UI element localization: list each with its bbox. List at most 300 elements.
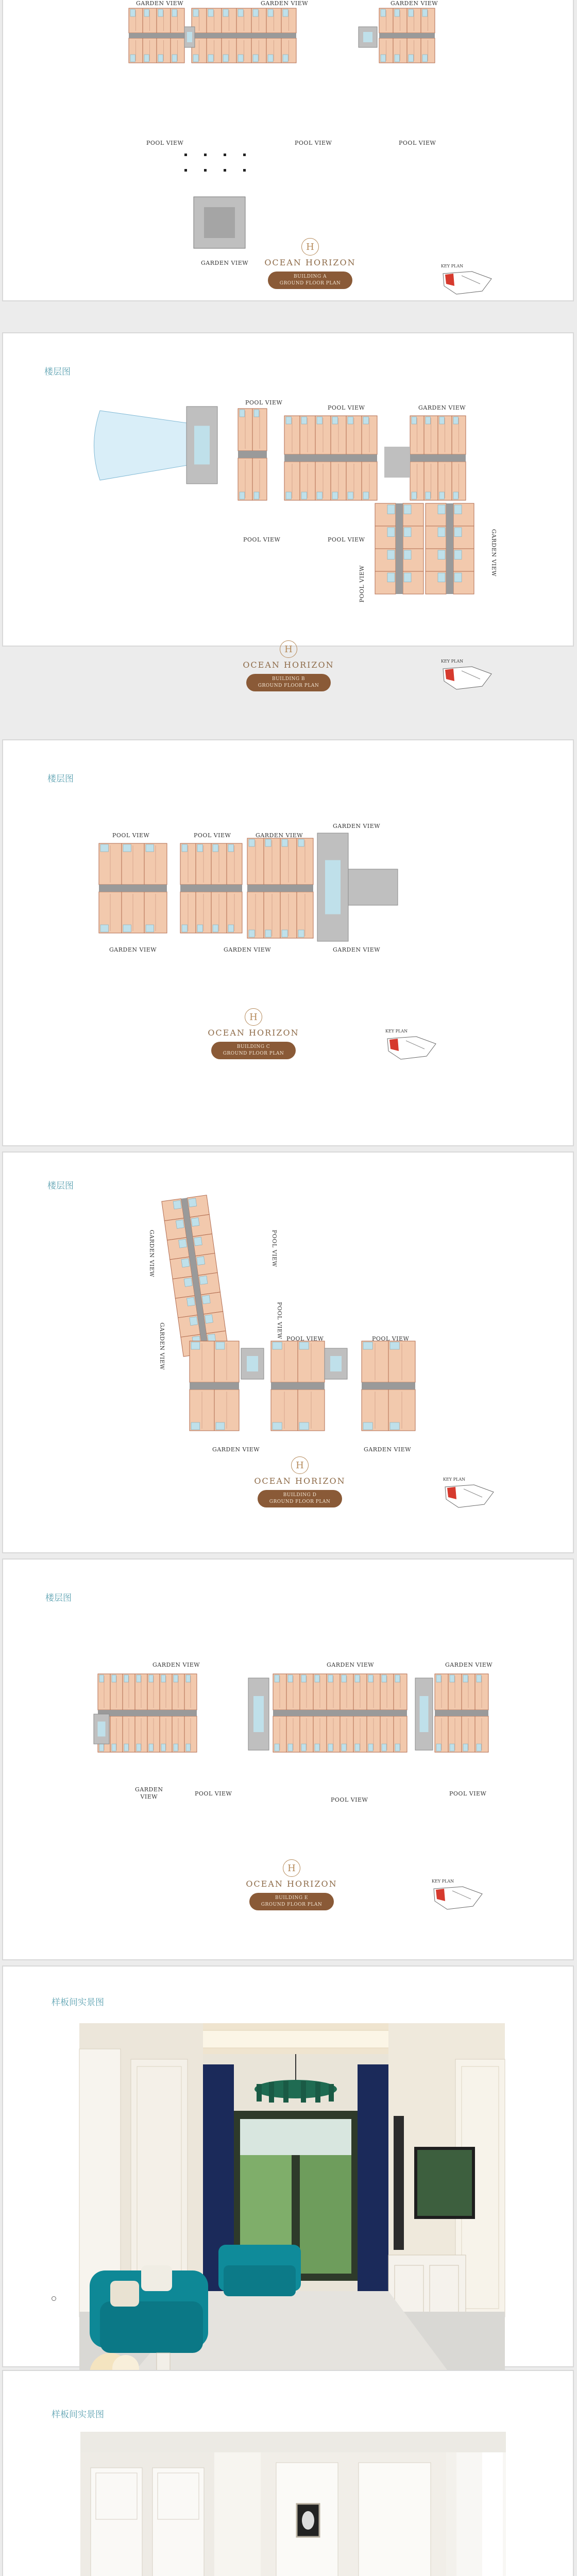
bathroom <box>328 1675 333 1682</box>
bathroom <box>453 417 458 424</box>
bathroom <box>194 1237 202 1246</box>
bathroom <box>368 1744 373 1751</box>
bathroom <box>463 1675 468 1682</box>
bathroom <box>193 55 198 62</box>
bathroom <box>404 550 411 560</box>
garden-view-label: GARDEN VIEW <box>327 1662 375 1668</box>
bathroom <box>450 1675 454 1682</box>
pool-view-label: POOL VIEW <box>195 1790 232 1797</box>
monogram-icon: H <box>291 1456 309 1474</box>
bathroom <box>283 55 288 62</box>
bathroom <box>265 839 271 846</box>
plan-caption: GROUND FLOOR PLAN <box>223 1051 284 1056</box>
key-plan <box>441 659 498 695</box>
key-plan-map <box>432 1884 488 1913</box>
corridor <box>435 1710 488 1716</box>
brand-logo <box>197 1008 310 1059</box>
corridor <box>271 1382 325 1389</box>
bathroom <box>315 1675 319 1682</box>
column-marker <box>184 154 187 156</box>
monogram-icon: H <box>280 640 297 658</box>
bathroom <box>454 505 462 514</box>
bathroom <box>288 1744 293 1751</box>
bathroom <box>387 528 395 537</box>
bathroom <box>228 925 234 932</box>
bathroom <box>191 1217 199 1226</box>
bathroom <box>315 1744 319 1751</box>
bathroom <box>387 573 395 582</box>
lift <box>330 1356 342 1371</box>
bathroom <box>450 1744 454 1751</box>
building-name: BUILDING D <box>283 1493 317 1498</box>
lift <box>363 32 372 42</box>
bathroom <box>368 1675 373 1682</box>
bathroom <box>174 1675 178 1682</box>
corridor <box>190 1382 239 1389</box>
bathroom <box>439 492 444 499</box>
pool-view-label: POOL VIEW <box>146 140 184 146</box>
view-word: VIEW <box>140 1793 158 1800</box>
bathroom <box>426 417 430 424</box>
show-flat-card-2 <box>2 2370 574 2576</box>
bathroom <box>409 55 413 62</box>
bathroom <box>146 925 154 932</box>
corridor <box>410 454 466 462</box>
bathroom <box>332 417 338 424</box>
brand-logo <box>243 1456 357 1507</box>
column-marker <box>243 169 246 172</box>
key-plan-map <box>441 268 498 298</box>
bathroom <box>130 9 135 16</box>
garden-word: GARDEN <box>135 1786 163 1793</box>
bathroom <box>182 925 188 932</box>
corridor <box>284 454 377 462</box>
bathroom <box>216 1342 225 1349</box>
plan-caption: GROUND FLOOR PLAN <box>258 683 319 688</box>
bathroom <box>186 1675 190 1682</box>
bathroom <box>301 1675 306 1682</box>
bathroom <box>348 417 353 424</box>
bathroom <box>439 417 444 424</box>
bathroom <box>205 1315 213 1324</box>
bathroom <box>123 844 131 852</box>
bathroom <box>282 839 287 846</box>
bathroom <box>436 1675 441 1682</box>
bathroom <box>137 1675 141 1682</box>
bathroom <box>288 1675 293 1682</box>
bathroom <box>275 1744 279 1751</box>
bathroom <box>223 55 228 62</box>
bathroom <box>174 1744 178 1751</box>
bathroom <box>438 550 445 560</box>
bathroom <box>387 505 395 514</box>
pool-view-label: POOL VIEW <box>328 404 365 411</box>
garden-view-label: GARDEN VIEW <box>490 529 497 577</box>
bathroom <box>182 844 188 852</box>
bathroom <box>422 55 427 62</box>
bathroom <box>130 55 135 62</box>
garden-view-label: GARDEN VIEW <box>445 1662 493 1668</box>
bathroom <box>355 1675 360 1682</box>
building-name: BUILDING C <box>236 1044 270 1049</box>
bathroom <box>173 1200 181 1209</box>
lift <box>247 1356 258 1371</box>
bathroom <box>238 55 243 62</box>
bathroom <box>161 1675 165 1682</box>
bathroom <box>112 1675 116 1682</box>
bathroom <box>438 505 445 514</box>
garden-view-label: GARDEN VIEW <box>152 1662 200 1668</box>
bathroom <box>199 1276 208 1284</box>
garden-view-label: GARDEN VIEW <box>201 260 249 266</box>
bathroom <box>286 492 292 499</box>
bathroom <box>249 930 254 937</box>
clubhouse-core <box>204 207 235 238</box>
bathroom <box>387 550 395 560</box>
pool-view-label: POOL VIEW <box>271 1230 278 1267</box>
garden-view-label: GARDEN VIEW <box>261 0 309 7</box>
floor-plan-card-a <box>2 0 574 301</box>
bathroom <box>190 1317 198 1326</box>
lift <box>253 1696 264 1732</box>
key-plan <box>441 264 498 300</box>
bathroom <box>438 528 445 537</box>
bathroom <box>208 9 213 16</box>
plan-caption: GROUND FLOOR PLAN <box>269 1499 331 1504</box>
bathroom <box>197 844 203 852</box>
building-name: BUILDING B <box>271 676 306 682</box>
bathroom <box>438 573 445 582</box>
key-plan-label: KEY PLAN <box>432 1879 454 1884</box>
pool-view-label: POOL VIEW <box>286 1335 324 1342</box>
living-room-illustration <box>79 2023 505 2388</box>
bathroom <box>265 930 271 937</box>
circle-icon <box>52 2296 56 2301</box>
bathroom <box>100 925 108 932</box>
bathroom <box>268 55 273 62</box>
pool-view-label: POOL VIEW <box>449 1790 487 1797</box>
garden-view-label: GARDEN VIEW <box>224 946 271 953</box>
building-badge <box>249 1893 334 1910</box>
bathroom <box>253 55 258 62</box>
corridor <box>362 1382 415 1389</box>
lift <box>194 426 210 465</box>
bathroom <box>422 9 427 16</box>
garden-view-label: GARDEN VIEW <box>256 832 303 839</box>
bathroom <box>454 550 462 560</box>
pool-view-label: POOL VIEW <box>372 1335 410 1342</box>
bathroom <box>477 1744 481 1751</box>
bathroom <box>249 839 254 846</box>
building-badge <box>258 1490 342 1507</box>
bathroom <box>144 9 149 16</box>
column-marker <box>204 154 207 156</box>
garden-view-label: GARDEN VIEW <box>333 946 381 953</box>
bathroom <box>186 1744 190 1751</box>
bathroom <box>172 9 177 16</box>
key-plan-label: KEY PLAN <box>441 264 464 268</box>
bathroom <box>355 1744 360 1751</box>
bathroom <box>463 1744 468 1751</box>
bathroom <box>328 1744 333 1751</box>
corridor <box>273 1710 407 1716</box>
key-plan-label: KEY PLAN <box>441 659 464 664</box>
key-plan <box>443 1477 500 1513</box>
key-plan-map <box>441 664 498 693</box>
monogram-icon: H <box>301 238 319 256</box>
bathroom <box>342 1744 346 1751</box>
bathroom <box>146 844 154 852</box>
bathroom <box>286 417 292 424</box>
amenity-block <box>348 869 398 905</box>
garden-view-label: GARDEN VIEW <box>109 946 157 953</box>
bathroom <box>426 492 430 499</box>
brand-logo <box>235 1859 348 1910</box>
bathroom <box>390 1342 399 1349</box>
floor-plan-c <box>3 740 575 1147</box>
floor-plan-b <box>3 333 575 648</box>
pool-view-label: POOL VIEW <box>295 140 332 146</box>
bathroom <box>404 528 411 537</box>
building-badge <box>268 272 352 289</box>
lift <box>325 860 341 914</box>
bathroom <box>301 492 307 499</box>
corridor <box>192 33 296 38</box>
bathroom <box>363 1342 372 1349</box>
bathroom <box>348 492 353 499</box>
bathroom <box>149 1744 153 1751</box>
bathroom <box>187 1297 195 1306</box>
bathroom <box>453 492 458 499</box>
lift <box>98 1722 106 1737</box>
bathroom <box>137 1744 141 1751</box>
corridor <box>99 885 167 892</box>
garden-view-label: GARDEN VIEW <box>159 1323 165 1370</box>
bathroom <box>184 1278 192 1286</box>
bathroom <box>317 492 323 499</box>
show-flat-photo <box>80 2432 506 2576</box>
plan-caption: GROUND FLOOR PLAN <box>279 281 341 286</box>
bathroom <box>181 1259 190 1267</box>
bathroom <box>144 55 149 62</box>
rotated-wing <box>162 1195 228 1357</box>
pool-view-label: POOL VIEW <box>399 140 436 146</box>
bathroom <box>254 492 259 499</box>
floor-plan-card-d <box>2 1151 574 1553</box>
stair-core <box>384 447 410 478</box>
bathroom <box>299 1342 309 1349</box>
bathroom <box>412 417 416 424</box>
key-plan-map <box>443 1482 500 1512</box>
bathroom <box>363 417 369 424</box>
brand-name: OCEAN HORIZON <box>208 1028 299 1038</box>
bathroom <box>412 492 416 499</box>
bathroom <box>390 1422 399 1430</box>
plan-caption: GROUND FLOOR PLAN <box>261 1902 323 1907</box>
bathroom <box>282 930 287 937</box>
section-title: 楼层图 <box>47 774 74 784</box>
bathroom <box>332 492 338 499</box>
corridor <box>379 33 435 38</box>
bathroom <box>197 925 203 932</box>
bathroom <box>240 492 245 499</box>
bathroom <box>112 1744 116 1751</box>
floor-plan-card-e <box>2 1558 574 1960</box>
section-title: 楼层图 <box>47 1181 74 1191</box>
key-plan <box>385 1029 442 1065</box>
column-marker <box>224 154 226 156</box>
bathroom <box>123 925 131 932</box>
garden-view-label: GARDEN VIEW <box>333 823 381 829</box>
bathroom <box>404 505 411 514</box>
key-plan-label: KEY PLAN <box>443 1477 466 1482</box>
section-title: 样板间实景图 <box>52 1997 104 2008</box>
corridor <box>396 503 403 594</box>
bathroom <box>176 1220 184 1229</box>
bathroom <box>191 1422 200 1430</box>
pool-view-label: POOL VIEW <box>328 536 365 543</box>
corridor <box>238 451 267 458</box>
bathroom <box>100 844 108 852</box>
bathroom <box>208 55 213 62</box>
section-title: 楼层图 <box>45 1593 72 1603</box>
bathroom <box>342 1675 346 1682</box>
brand-name: OCEAN HORIZON <box>254 1476 346 1486</box>
bathroom <box>228 844 234 852</box>
bathroom <box>172 55 177 62</box>
bathroom <box>216 1422 225 1430</box>
bathroom <box>189 1198 197 1207</box>
bathroom <box>299 1422 309 1430</box>
bathroom <box>99 1675 104 1682</box>
pool-view-label: POOL VIEW <box>359 565 365 603</box>
bathroom <box>254 410 259 417</box>
bathroom <box>301 417 307 424</box>
bathroom <box>99 1744 104 1751</box>
pool-view-label: POOL VIEW <box>331 1797 368 1803</box>
bathroom <box>298 839 304 846</box>
garden-view-label: GARDEN VIEW <box>418 404 466 411</box>
floor-plan-card-c <box>2 739 574 1146</box>
bathroom <box>158 55 163 62</box>
bathroom <box>283 9 288 16</box>
interior-illustration <box>80 2432 506 2576</box>
key-plan-label: KEY PLAN <box>385 1029 408 1033</box>
bathroom <box>240 410 245 417</box>
bathroom <box>275 1675 279 1682</box>
column-marker <box>204 169 207 172</box>
garden-view-label: GARDEN VIEW <box>364 1446 412 1453</box>
bathroom <box>193 9 198 16</box>
floor-plan-card-b <box>2 332 574 688</box>
bathroom <box>213 844 218 852</box>
lift <box>187 32 192 42</box>
building-badge <box>246 674 331 691</box>
corridor <box>247 885 313 892</box>
bathroom <box>382 1675 386 1682</box>
bathroom <box>395 1675 400 1682</box>
brand-name: OCEAN HORIZON <box>243 660 334 670</box>
bathroom <box>158 9 163 16</box>
bathroom <box>179 1239 187 1248</box>
garden-view-label-stacked <box>135 1786 163 1801</box>
corridor <box>129 33 184 38</box>
building-name: BUILDING A <box>294 274 327 279</box>
bathroom <box>395 1744 400 1751</box>
key-plan-map <box>385 1033 442 1063</box>
bathroom <box>268 9 273 16</box>
pool-view-label: POOL VIEW <box>194 832 231 839</box>
bathroom <box>409 9 413 16</box>
bathroom <box>404 573 411 582</box>
bathroom <box>149 1675 153 1682</box>
bathroom <box>238 9 243 16</box>
corridor <box>446 503 453 594</box>
key-plan <box>432 1879 488 1915</box>
bathroom <box>477 1675 481 1682</box>
section-title: 样板间实景图 <box>52 2410 104 2420</box>
brand-logo <box>232 640 345 691</box>
building-badge <box>211 1042 296 1059</box>
bathroom <box>381 9 385 16</box>
bathroom <box>363 1422 372 1430</box>
bathroom <box>253 9 258 16</box>
bathroom <box>273 1422 282 1430</box>
column-marker <box>184 169 187 172</box>
bathroom <box>395 55 399 62</box>
pool-view-label: POOL VIEW <box>245 399 283 406</box>
bathroom <box>273 1342 282 1349</box>
building-name: BUILDING E <box>275 1895 308 1901</box>
bathroom <box>454 573 462 582</box>
pool-area <box>94 411 191 480</box>
monogram-icon: H <box>283 1859 300 1877</box>
bathroom <box>124 1744 128 1751</box>
pool-view-label: POOL VIEW <box>243 536 281 543</box>
pool-view-label: POOL VIEW <box>112 832 150 839</box>
brand-name: OCEAN HORIZON <box>264 258 356 267</box>
brand-name: OCEAN HORIZON <box>246 1879 337 1889</box>
bathroom <box>395 9 399 16</box>
section-title: 楼层图 <box>44 367 71 377</box>
garden-view-label: GARDEN VIEW <box>212 1446 260 1453</box>
bathroom <box>197 1257 205 1265</box>
corridor <box>98 1710 197 1716</box>
lift <box>420 1696 429 1732</box>
bathroom <box>213 925 218 932</box>
monogram-icon: H <box>245 1008 262 1026</box>
column-marker <box>243 154 246 156</box>
bathroom <box>301 1744 306 1751</box>
pool-view-label: POOL VIEW <box>276 1302 283 1340</box>
show-flat-photo <box>79 2023 505 2388</box>
bathroom <box>363 492 369 499</box>
brand-logo <box>253 238 367 289</box>
bathroom <box>382 1744 386 1751</box>
show-flat-card-1 <box>2 1965 574 2367</box>
bathroom <box>202 1295 210 1304</box>
bathroom <box>317 417 323 424</box>
bathroom <box>298 930 304 937</box>
column-marker <box>224 169 226 172</box>
bathroom <box>381 55 385 62</box>
garden-view-label: GARDEN VIEW <box>391 0 438 7</box>
corridor <box>180 885 242 892</box>
bathroom <box>124 1675 128 1682</box>
bathroom <box>454 528 462 537</box>
bathroom <box>191 1342 200 1349</box>
bathroom <box>436 1744 441 1751</box>
